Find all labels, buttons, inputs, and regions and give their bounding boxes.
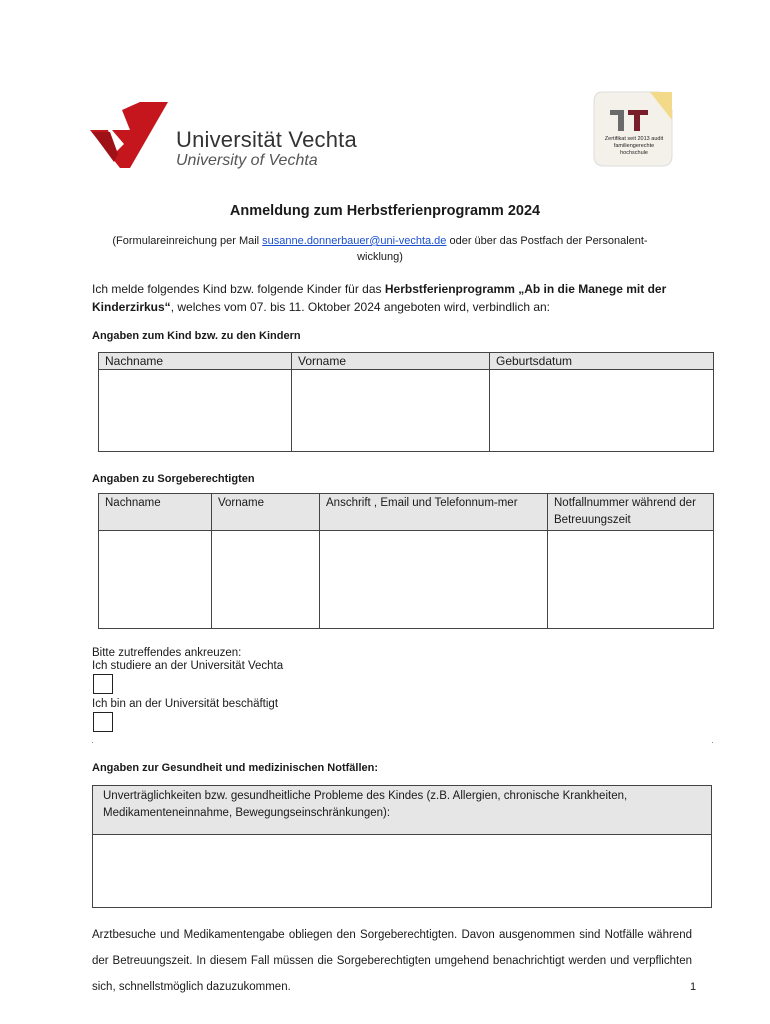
certificate-text: Zertifikat seit 2013 audit familiengerechte hochschule xyxy=(604,136,664,156)
guardians-section-heading: Angaben zu Sorgeberechtigten xyxy=(92,473,255,485)
guardian-lastname-cell[interactable] xyxy=(99,531,212,629)
page-title: Anmeldung zum Herbstferienprogramm 2024 xyxy=(229,203,541,219)
col-guardian-contact: Anschrift , Email und Telefonnum-mer xyxy=(320,494,548,531)
children-table xyxy=(98,352,714,452)
child-birthdate-cell[interactable] xyxy=(490,370,714,452)
col-guardian-emergency: Notfallnummer während der Betreuungszeit xyxy=(548,494,714,531)
guardian-firstname-cell[interactable] xyxy=(212,531,320,629)
submission-note xyxy=(80,233,680,265)
university-logo xyxy=(90,100,170,172)
university-name-de: Universität Vechta xyxy=(176,127,357,152)
guardians-table xyxy=(98,493,714,629)
option-employee-label: Ich bin an der Universität beschäftigt xyxy=(92,698,279,710)
table-row xyxy=(99,370,714,452)
program-name: Herbstferienprogramm „Ab in die Manege mit der Kinderzirkus“ xyxy=(92,282,667,314)
checkbox-prompt: Bitte zutreffendes ankreuzen: xyxy=(92,647,242,659)
employee-checkbox[interactable] xyxy=(93,712,113,732)
col-child-firstname: Vorname xyxy=(292,353,490,370)
col-child-birthdate: Geburtsdatum xyxy=(490,353,714,370)
page-number: 1 xyxy=(690,981,697,993)
submission-note-line2: wicklung) xyxy=(357,251,403,263)
contact-email-link[interactable]: susanne.donnerbauer@uni-vechta.de xyxy=(262,235,447,247)
table-row xyxy=(99,531,714,629)
health-answer-field[interactable] xyxy=(92,835,712,908)
intro-part2: , welches vom 07. bis 11. Oktober 2024 angeboten wird, verbindlich an: xyxy=(170,300,551,314)
children-section-heading: Angaben zum Kind bzw. zu den Kindern xyxy=(92,330,301,342)
col-child-lastname: Nachname xyxy=(99,353,292,370)
child-lastname-cell[interactable] xyxy=(99,370,292,452)
col-guardian-firstname: Vorname xyxy=(212,494,320,531)
child-firstname-cell[interactable] xyxy=(292,370,490,452)
university-name-en: University of Vechta xyxy=(176,152,318,169)
margin-mark xyxy=(92,742,93,743)
medical-disclaimer: Arztbesuche und Medikamentengabe obliegen den Sorgeberechtigten. Davon ausgenommen sind Notfälle während der Betreuungszeit. In diesem Fall müssen die Sorgeberechtigten umgehend benachrichtigt werden und verpflichten sich, schnellstmöglich dazuzukommen. xyxy=(92,929,692,993)
family-audit-certificate xyxy=(590,90,674,168)
margin-mark xyxy=(712,742,713,743)
guardian-contact-cell[interactable] xyxy=(320,531,548,629)
col-guardian-lastname: Nachname xyxy=(99,494,212,531)
submission-note-suffix: oder über das Postfach der Personalent- xyxy=(446,235,648,247)
health-question: Unverträglichkeiten bzw. gesundheitliche Probleme des Kindes (z.B. Allergien, chronische Krankheiten, Medikamenteneinnahme, Bewegungseinschränkungen): xyxy=(92,785,712,835)
submission-note-prefix: (Formulareinreichung per Mail xyxy=(112,235,263,247)
student-checkbox[interactable] xyxy=(93,674,113,694)
health-section-heading: Angaben zur Gesundheit und medizinischen Notfällen: xyxy=(92,762,379,774)
guardian-emergency-cell[interactable] xyxy=(548,531,714,629)
intro-part1: Ich melde folgendes Kind bzw. folgende Kinder für das xyxy=(92,282,385,296)
registration-statement xyxy=(92,280,692,316)
logo-mark-icon xyxy=(90,100,170,172)
option-student-label: Ich studiere an der Universität Vechta xyxy=(92,660,284,672)
